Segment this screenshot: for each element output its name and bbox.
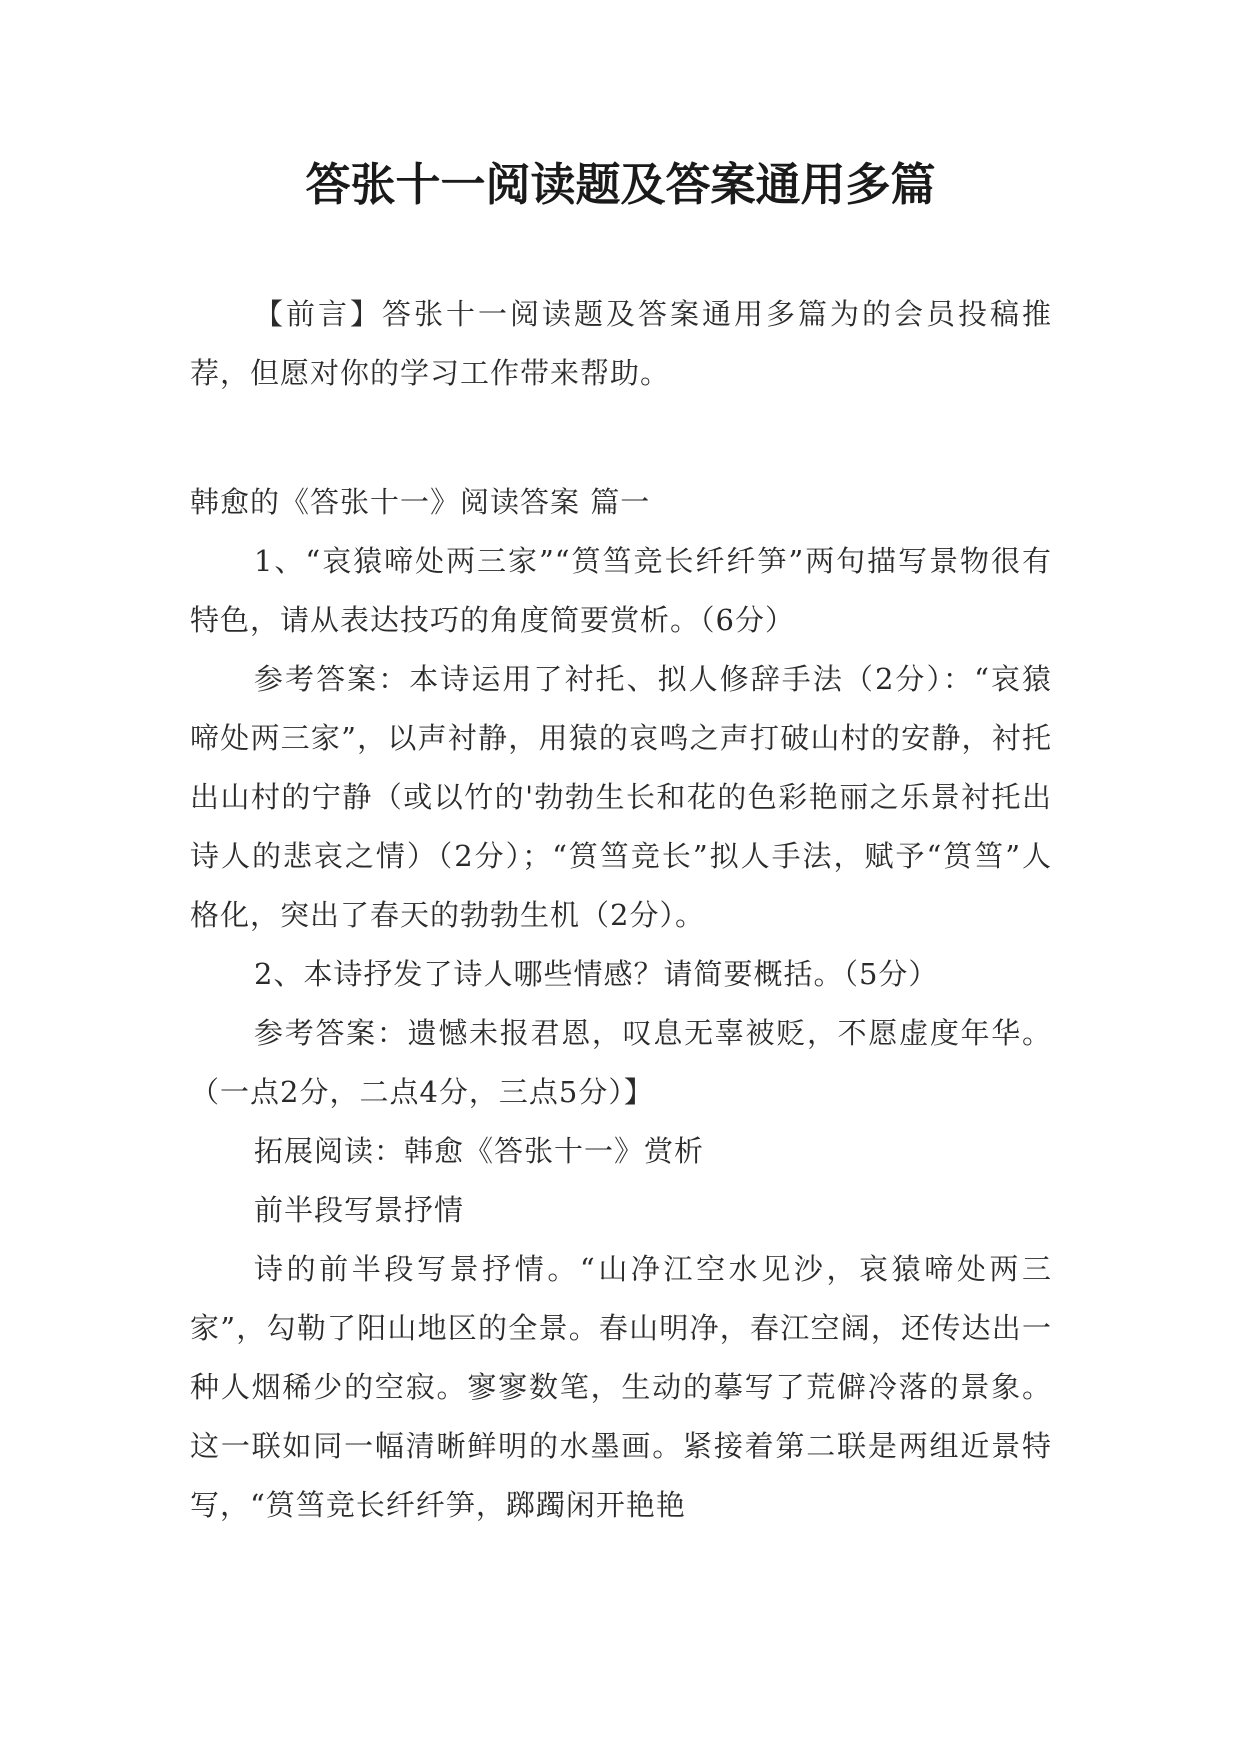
analysis-subheading: 前半段写景抒情 — [254, 1193, 465, 1227]
document-title: 答张十一阅读题及答案通用多篇 — [305, 158, 936, 211]
answer-1: 参考答案：本诗运用了衬托、拟人修辞手法（2分）：“哀猿啼处两三家”，以声衬静，用猿的哀鸣之声打破山村的安静，衬托出山村的宁静（或以竹的'勃勃生长和花的色彩艳丽之乐景衬托出诗人的悲哀之情）（2分）；“筼筜竞长”拟人手法，赋予“筼筜”人格化，突出了春天的勃勃生机（2分）。 — [190, 662, 1052, 932]
preface-paragraph: 【前言】答张十一阅读题及答案通用多篇为的会员投稿推荐，但愿对你的学习工作带来帮助。 — [190, 297, 1052, 390]
paragraph-gap — [190, 403, 1052, 473]
answer-2: 参考答案：遗憾未报君恩，叹息无辜被贬，不愿虚度年华。（一点2分，二点4分，三点5分）】 — [190, 1016, 1052, 1109]
section-heading: 韩愈的《答张十一》阅读答案 篇一 — [190, 485, 651, 519]
document-body — [190, 285, 1052, 1535]
analysis-paragraph: 诗的前半段写景抒情。“山净江空水见沙，哀猿啼处两三家”，勾勒了阳山地区的全景。春山明净，春江空阔，还传达出一种人烟稀少的空寂。寥寥数笔，生动的摹写了荒僻冷落的景象。这一联如同一幅清晰鲜明的水墨画。紧接着第二联是两组近景特写，“筼筜竞长纤纤笋，踯躅闲开艳艳 — [190, 1252, 1052, 1522]
question-1: 1、“哀猿啼处两三家”“筼筜竞长纤纤笋”两句描写景物很有特色，请从表达技巧的角度简要赏析。（6分） — [190, 544, 1052, 637]
question-2: 2、本诗抒发了诗人哪些情感？请简要概括。（5分） — [254, 957, 939, 991]
extended-reading-heading: 拓展阅读：韩愈《答张十一》赏析 — [254, 1134, 705, 1168]
